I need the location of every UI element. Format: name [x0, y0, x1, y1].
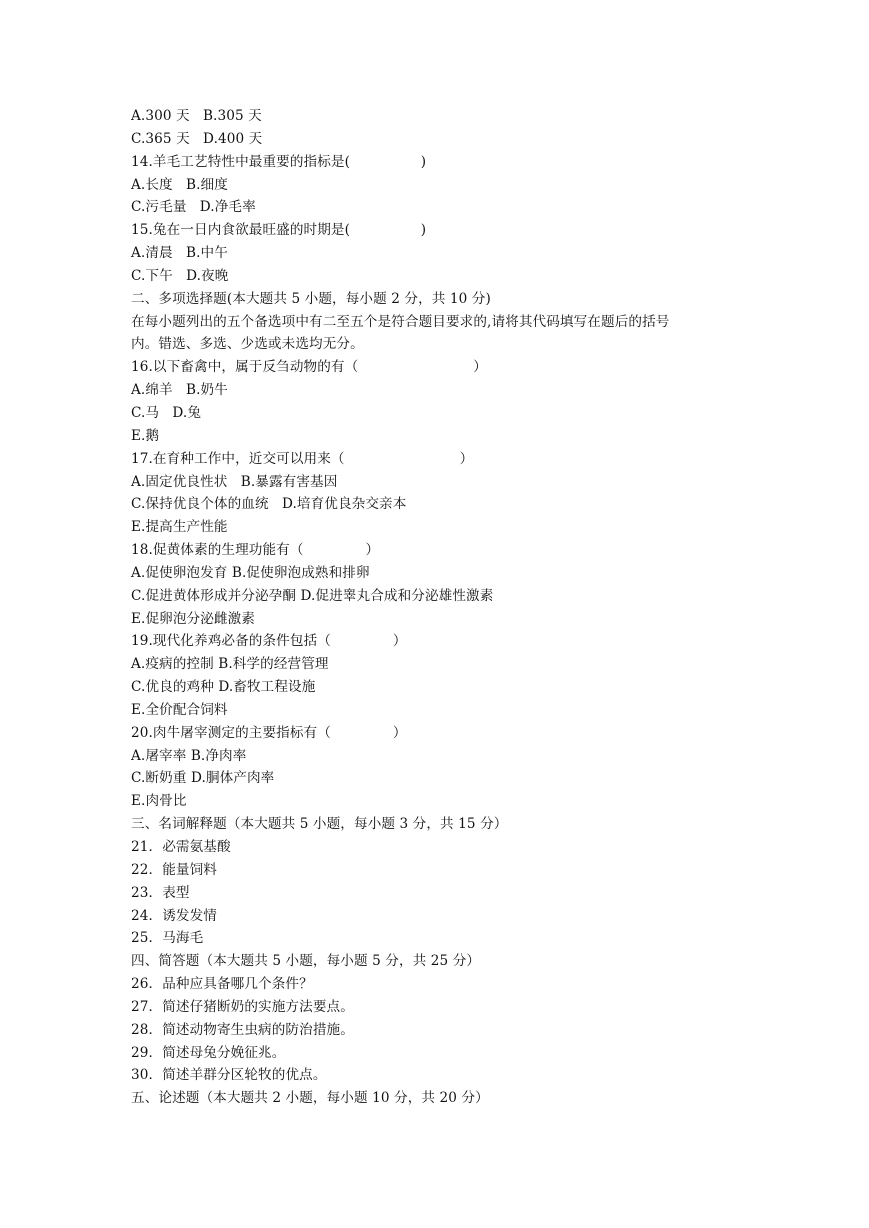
- answer-options-line: C.下午 D.夜晚: [131, 267, 229, 284]
- section-heading-terms: 三、名词解释题（本大题共 5 小题，每小题 3 分，共 15 分）: [131, 816, 508, 833]
- answer-options-line: A.清晨 B.中午: [131, 245, 228, 262]
- question-30: 30．简述羊群分区轮牧的优点。: [131, 1067, 327, 1084]
- answer-options-line: E.肉骨比: [131, 793, 187, 810]
- answer-options-line: C.污毛量 D.净毛率: [131, 199, 256, 216]
- answer-options-line: C.365 天 D.400 天: [131, 130, 263, 147]
- question-27: 27．简述仔猪断奶的实施方法要点。: [131, 998, 354, 1015]
- question-25: 25．马海毛: [131, 930, 204, 947]
- answer-options-line: E.全价配合饲料: [131, 701, 228, 718]
- answer-options-line: E.促卵泡分泌雌激素: [131, 610, 255, 627]
- section-heading-essay: 五、论述题（本大题共 2 小题，每小题 10 分，共 20 分）: [131, 1090, 489, 1107]
- answer-options-line: A.长度 B.细度: [131, 176, 228, 193]
- question-14: 14.羊毛工艺特性中最重要的指标是( ): [131, 153, 427, 170]
- answer-options-line: E.提高生产性能: [131, 519, 228, 536]
- answer-options-line: A.300 天 B.305 天: [131, 108, 262, 124]
- question-28: 28．简述动物寄生虫病的防治措施。: [131, 1021, 354, 1038]
- document-body: [131, 105, 771, 1110]
- answer-options-line: C.优良的鸡种 D.畜牧工程设施: [131, 679, 316, 696]
- section-heading-short-answer: 四、简答题（本大题共 5 小题，每小题 5 分，共 25 分）: [131, 953, 481, 970]
- answer-options-line: C.保持优良个体的血统 D.培育优良杂交亲本: [131, 496, 407, 513]
- answer-options-line: A.促使卵泡发育 B.促使卵泡成熟和排卵: [131, 564, 370, 581]
- question-24: 24．诱发发情: [131, 907, 217, 924]
- question-26: 26．品种应具备哪几个条件？: [131, 976, 313, 993]
- section-heading-multiple-choice: 二、多项选择题(本大题共 5 小题，每小题 2 分，共 10 分): [131, 290, 491, 307]
- answer-options-line: A.绵羊 B.奶牛: [131, 382, 228, 399]
- section-instructions: 在每小题列出的五个备选项中有二至五个是符合题目要求的,请将其代码填写在题后的括号: [131, 313, 670, 330]
- answer-options-line: C.促进黄体形成并分泌孕酮 D.促进睾丸合成和分泌雄性激素: [131, 587, 494, 604]
- section-instructions: 内。错选、多选、少选或未选均无分。: [131, 336, 364, 353]
- answer-options-line: A.屠宰率 B.净肉率: [131, 747, 247, 764]
- answer-options-line: E.鹅: [131, 427, 160, 444]
- answer-options-line: A.固定优良性状 B.暴露有害基因: [131, 473, 338, 490]
- question-22: 22．能量饲料: [131, 861, 217, 878]
- question-15: 15.兔在一日内食欲最旺盛的时期是( ): [131, 222, 427, 239]
- question-21: 21．必需氨基酸: [131, 839, 231, 855]
- answer-options-line: C.马 D.兔: [131, 404, 202, 421]
- answer-options-line: A.疫病的控制 B.科学的经营管理: [131, 656, 329, 673]
- question-16: 16.以下畜禽中，属于反刍动物的有（ ）: [131, 359, 487, 376]
- question-20: 20.肉牛屠宰测定的主要指标有（ ）: [131, 724, 407, 741]
- question-23: 23．表型: [131, 884, 190, 901]
- answer-options-line: C.断奶重 D.胴体产肉率: [131, 770, 275, 787]
- question-19: 19.现代化养鸡必备的条件包括（ ）: [131, 633, 407, 650]
- question-18: 18.促黄体素的生理功能有（ ）: [131, 542, 380, 559]
- question-17: 17.在育种工作中，近交可以用来（ ）: [131, 450, 474, 467]
- question-29: 29．简述母兔分娩征兆。: [131, 1044, 286, 1061]
